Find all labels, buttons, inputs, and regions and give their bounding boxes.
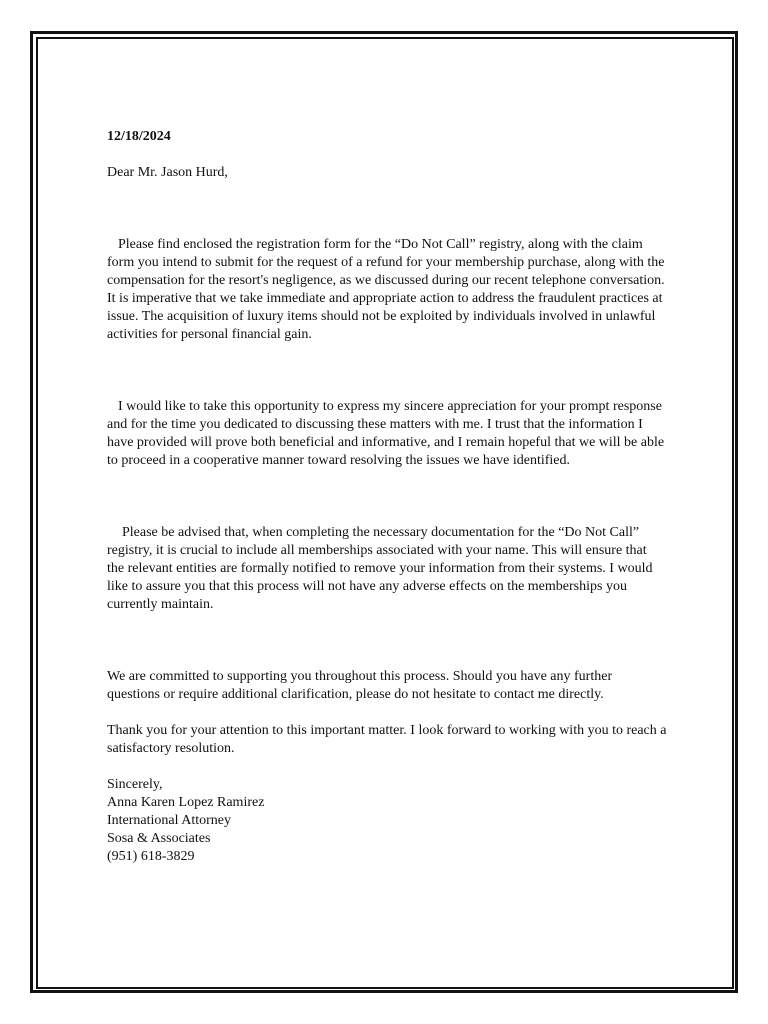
valediction: Sincerely,	[107, 777, 163, 792]
paragraph-appreciation: I would like to take this opportunity to express my sincere appreciation for your prompt response and for the time you dedicated to discussing these matters with me. I trust that the information I have provided will prove both beneficial and informative, and I remain hopeful that we will be able to proceed in a cooperative manner toward resolving the issues we have identified.	[107, 399, 665, 468]
letter-body	[107, 128, 667, 866]
signer-phone: (951) 618-3829	[107, 849, 195, 864]
signature-block	[107, 776, 667, 866]
paragraph-support: We are committed to supporting you throughout this process. Should you have any further questions or require additional clarification, please do not hesitate to contact me directly.	[107, 669, 613, 702]
letter-date: 12/18/2024	[107, 129, 171, 144]
salutation: Dear Mr. Jason Hurd,	[107, 165, 228, 180]
paragraph-advisory: Please be advised that, when completing the necessary documentation for the “Do Not Call” registry, it is crucial to include all memberships associated with your name. This will ensure that the relevant entities are formally notified to remove your information from their systems. I would like to assure you that this process will not have any adverse effects on the memberships you currently maintain.	[107, 525, 653, 612]
paragraph-enclosure: Please find enclosed the registration form for the “Do Not Call” registry, along with the claim form you intend to submit for the request of a refund for your membership purchase, along with the compensation for the resort's negligence, as we discussed during our recent telephone conversation. It is imperative that we take immediate and appropriate action to address the fraudulent practices at issue. The acquisition of luxury items should not be exploited by individuals involved in unlawful activities for personal financial gain.	[107, 237, 665, 342]
signer-firm: Sosa & Associates	[107, 831, 211, 846]
signer-title: International Attorney	[107, 813, 232, 828]
paragraph-thanks: Thank you for your attention to this important matter. I look forward to working with you to reach a satisfactory resolution.	[107, 723, 667, 756]
signer-name: Anna Karen Lopez Ramirez	[107, 795, 265, 810]
